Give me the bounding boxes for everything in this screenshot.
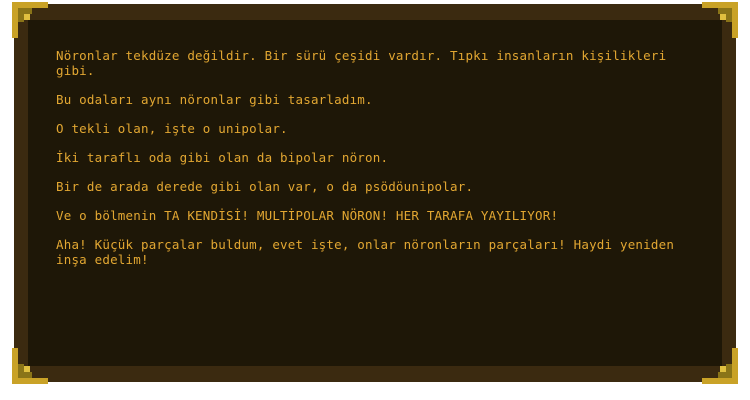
corner-ornament-bottom-left [12, 348, 48, 384]
dialog-line: Aha! Küçük parçalar buldum, evet işte, onlar nöronların parçaları! Haydi yeniden inşa edelim! [56, 237, 682, 267]
corner-ornament-top-right [702, 2, 738, 38]
dialog-line: Bu odaları aynı nöronlar gibi tasarladım. [56, 92, 373, 107]
dialog-line: Nöronlar tekdüze değildir. Bir sürü çeşidi vardır. Tıpkı insanların kişilikleri gibi. [56, 48, 675, 78]
dialog-line: Ve o bölmenin TA KENDİSİ! MULTİPOLAR NÖRON! HER TARAFA YAYILIYOR! [56, 208, 559, 223]
corner-ornament-top-left [12, 2, 48, 38]
dialog-line: İki taraflı oda gibi olan da bipolar nöron. [56, 150, 389, 165]
corner-ornament-bottom-right [702, 348, 738, 384]
dialog-line: O tekli olan, işte o unipolar. [56, 121, 288, 136]
dialog-line: Bir de arada derede gibi olan var, o da psödöunipolar. [56, 179, 474, 194]
dialog-text[interactable] [56, 48, 696, 281]
